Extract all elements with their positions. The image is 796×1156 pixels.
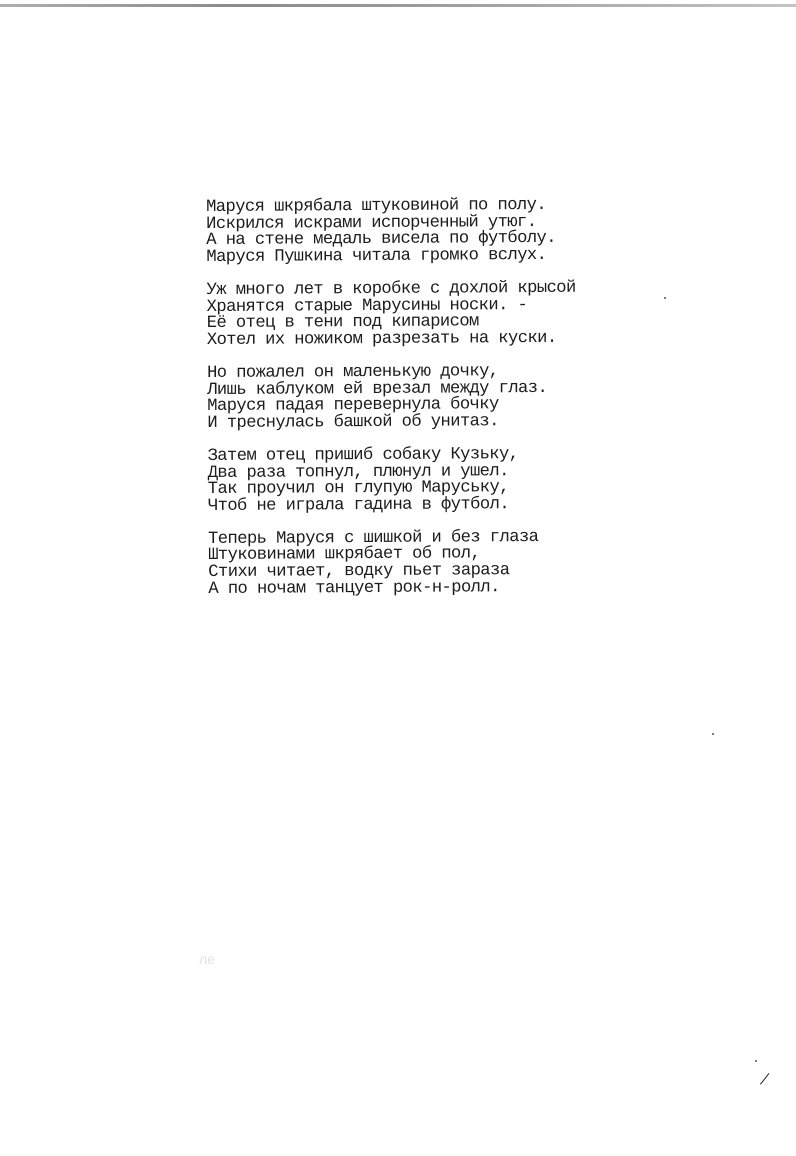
poem-line: Маруся шкрябала штуковиной по полу. xyxy=(205,195,547,217)
poem-line: Хотел их ножиком разрезать на куски. xyxy=(206,328,557,350)
poem xyxy=(205,195,578,615)
poem-line: Стихи читает, водку пьет зараза xyxy=(208,561,510,583)
poem-line: Так проучил он глупую Маруську, xyxy=(207,478,509,500)
poem-line: Уж много лет в коробке с дохлой крысой xyxy=(206,278,576,300)
poem-line: Маруся Пушкина читала громко вслух. xyxy=(206,245,547,267)
poem-line: Чтоб не играла гадина в футбол. xyxy=(207,494,510,516)
poem-line: Её отец в тени под кипарисом xyxy=(206,312,479,334)
poem-line: Штуковинами шкрябает об пол, xyxy=(208,544,481,566)
poem-line: А по ночам танцует рок-н-ролл. xyxy=(208,577,500,599)
stanza-1 xyxy=(205,195,576,267)
poem-line: И треснулась башкой об унитаз. xyxy=(207,411,499,433)
stanza-3 xyxy=(207,364,577,433)
poem-line: Искрился искрами испорченный утюг. xyxy=(206,212,537,234)
faint-show-through-mark: ле xyxy=(199,951,215,967)
scan-top-edge xyxy=(0,4,796,7)
poem-line: А на стене медаль висела по футболу. xyxy=(206,229,557,251)
poem-line: Два раза топнул, плюнул и ушел. xyxy=(207,461,509,483)
stanza-5 xyxy=(208,527,578,599)
stanza-2 xyxy=(206,278,577,350)
scan-speck xyxy=(712,733,714,735)
scan-scratch xyxy=(760,1073,769,1085)
poem-line: Хранятся старые Марусины носки. - xyxy=(206,295,528,317)
scan-speck xyxy=(755,1060,757,1062)
stanza-4 xyxy=(208,447,578,516)
scan-speck xyxy=(664,297,666,299)
poem-line: Маруся падая перевернула бочку xyxy=(207,395,499,417)
poem-line: Лишь каблуком ей врезал между глаз. xyxy=(207,378,548,400)
poem-line: Теперь Маруся с шишкой и без глаза xyxy=(208,527,539,549)
poem-line: Затем отец пришиб собаку Кузьку, xyxy=(207,445,519,466)
poem-line: Но пожалел он маленькую дочку, xyxy=(207,362,499,383)
